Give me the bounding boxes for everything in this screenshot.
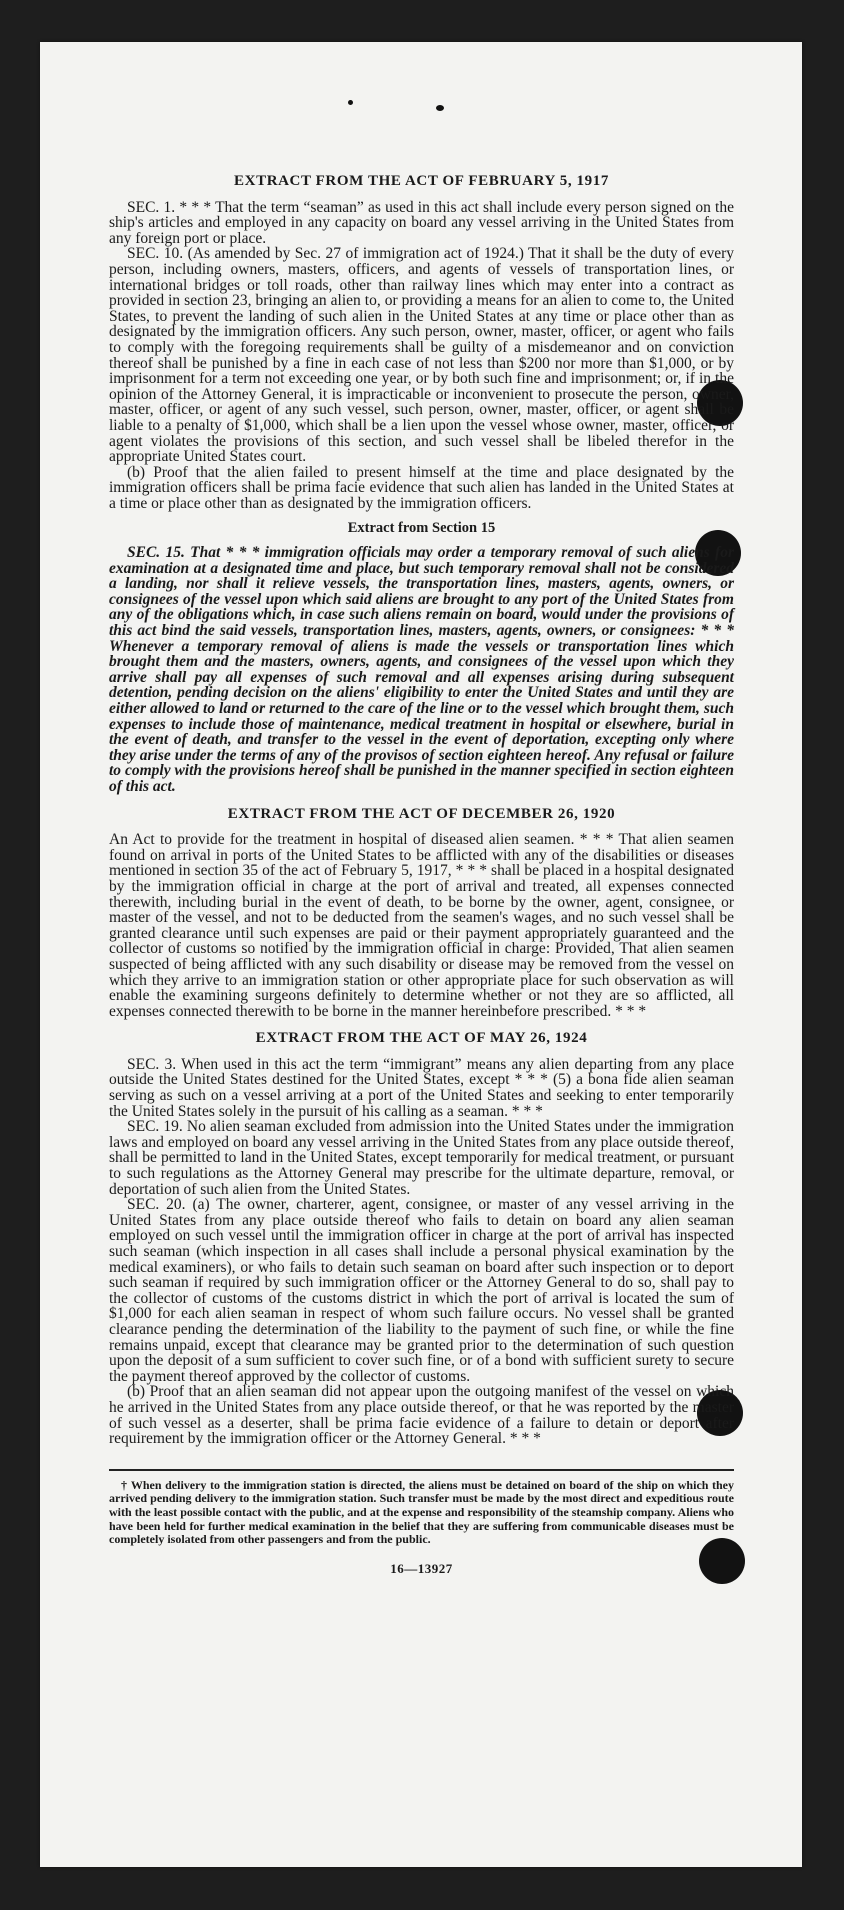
section-15-extract — [109, 521, 734, 794]
paragraph: (b) Proof that the alien failed to present himself at the time and place designated by the immigration officers shall be prima facie evidence that such alien has landed in the United States at a time or place other than as designated by the immigration officers. — [109, 463, 734, 512]
paragraph: SEC. 20. (a) The owner, charterer, agent, consignee, or master of any vessel arriving in the United States from any place outside thereof who fails to detain on board any alien seaman employed on such vessel until the immigration officer in charge at the port of arrival has inspected such seaman (which inspection in all cases shall include a personal physical examination by the medical examiners), or who fails to detain such seaman on board after such inspection or to deport such seaman if required by such immigration officer or the Attorney General to do so, shall pay to the collector of customs of the customs district in which the port of arrival is located the sum of $1,000 for each alien seaman in respect of whom such failure occurs. No vessel shall be granted clearance pending the determination of the liability to the payment of such fine, or while the fine remains unpaid, except that clearance may be granted prior to the determination of such question upon the deposit of a sum sufficient to cover such fine, or of a bond with sufficient surety to secure the payment thereof approved by the collector of customs. — [109, 1196, 734, 1385]
section-act-1924 — [109, 1031, 734, 1446]
paragraph: SEC. 10. (As amended by Sec. 27 of immigration act of 1924.) That it shall be the duty of every person, including owners, masters, officers, and agents of vessels of transportation lines, or international bridges or toll roads, other than railway lines which may enter into a contract as provided in section 23, bringing an alien to, or providing a means for an alien to come to, the United States, to prevent the landing of such alien in the United States at any time or place other than as designated by the immigration officers. Any such person, owner, master, officer, or agent who fails to comply with the foregoing requirements shall be guilty of a misdemeanor and on conviction thereof shall be punished by a fine in each case of not less than $200 nor more than $1,000, or by imprisonment for a term not exceeding one year, or by both such fine and imprisonment; or, if in the opinion of the Attorney General, it is impracticable or inconvenient to prosecute the person, owner, master, officer, or agent of any such vessel, such person, owner, master, officer, or agent shall be liable to a penalty of $1,000, which shall be a lien upon the vessel whose owner, master, officer, or agent violates the provisions of this section, and such vessel shall be libeled therefor in the appropriate United States court. — [109, 245, 734, 466]
paragraph: SEC. 15. That * * * immigration officials may order a temporary removal of such aliens for examination at a designated time and place, but such temporary removal shall not be considered a landing, nor shall it relieve vessels, the transportation lines, masters, agents, owners, or consignees of the vessel upon which said aliens are brought to any port of the United States from any of the obligations which, in case such aliens remain on board, would under the provisions of this act bind the said vessels, transportation lines, masters, agents, owners, or consignees: * * * Whenever a temporary removal of aliens is made the vessels or transportation lines which brought them and the masters, owners, agents, and consignees of the vessel upon which they arrive shall pay all expenses of such removal and all expenses arising during subsequent detention, pending decision on the aliens' eligibility to enter the United States and until they are either allowed to land or returned to the care of the line or to the vessel which brought them, such expenses to include those of maintenance, medical treatment in hospital or elsewhere, burial in the event of death, and transfer to the vessel in the event of deportation, excepting only where they arise under the terms of any of the provisos of section eighteen hereof. Any refusal or failure to comply with the provisions hereof shall be punished in the manner specified in section eighteen of this act. — [109, 544, 734, 795]
document-page — [40, 42, 802, 1867]
footnote-divider — [109, 1469, 734, 1471]
section-act-1920 — [109, 807, 734, 1020]
section-heading: Extract from Section 15 — [347, 520, 496, 537]
section-act-1917 — [109, 174, 734, 511]
section-heading: EXTRACT FROM THE ACT OF DECEMBER 26, 1920 — [227, 805, 616, 822]
paragraph: SEC. 3. When used in this act the term “immigrant” means any alien departing from any place outside the United States destined for the United States, except * * * (5) a bona fide alien seaman serving as such on a vessel arriving at a port of the United States and seeking to enter temporarily the United States solely in the pursuit of his calling as a seaman. * * * — [109, 1055, 734, 1120]
paragraph: (b) Proof that an alien seaman did not appear upon the outgoing manifest of the vessel on which he arrived in the United States from any place outside thereof, or that he was reported by the master of such vessel as a deserter, shall be prima facie evidence of a failure to detain or deport after requirement by the immigration officer or the Attorney General. * * * — [109, 1383, 734, 1448]
section-heading: EXTRACT FROM THE ACT OF MAY 26, 1924 — [255, 1030, 588, 1047]
page-number: 16—13927 — [390, 1560, 453, 1576]
footnote: † When delivery to the immigration station is directed, the aliens must be detained on board of the ship on which they arrived pending delivery to the immigration station. Such transfer must be made by the most direct and expeditious route with the least possible contact with the public, and at the expense and responsibility of the steamship company. Aliens who have been held for further medical examination in the belief that they are suffering from communicable diseases must be completely isolated from other passengers and from the public. — [109, 1477, 734, 1547]
ink-mark — [348, 100, 353, 105]
paragraph: SEC. 19. No alien seaman excluded from admission into the United States under the immigration laws and employed on board any vessel arriving in the United States from any place outside thereof, shall be permitted to land in the United States, except temporarily for medical treatment, or pursuant to such regulations as the Attorney General may prescribe for the ultimate departure, removal, or deportation of such alien from the United States. — [109, 1118, 734, 1198]
document-body — [109, 162, 734, 1576]
paragraph: An Act to provide for the treatment in hospital of diseased alien seamen. * * * That alien seamen found on arrival in ports of the United States to be afflicted with any of the disabilities or diseases mentioned in section 35 of the act of February 5, 1917, * * * shall be placed in a hospital designated by the immigration official in charge at the port of arrival and treated, all expenses connected therewith, including burial in the event of death, to be borne by the owner, agent, consignee, or master of the vessel, and not to be deducted from the seamen's wages, and no such vessel shall be granted clearance until such expenses are paid or their payment appropriately guaranteed and the collector of customs so notified by the immigration official in charge: Provided, That alien seamen suspected of being afflicted with any such disability or disease may be removed from the vessel on which they arrive to an immigration station or other appropriate place for such observation as will enable the examining surgeons definitely to determine whether or not they are so afflicted, all expenses connected therewith to be borne in the manner hereinbefore prescribed. * * * — [109, 831, 734, 1020]
paragraph: SEC. 1. * * * That the term “seaman” as used in this act shall include every person signed on the ship's articles and employed in any capacity on board any vessel arriving in the United States from any foreign port or place. — [109, 198, 734, 247]
section-heading: EXTRACT FROM THE ACT OF FEBRUARY 5, 1917 — [234, 173, 609, 189]
ink-mark — [436, 105, 444, 111]
